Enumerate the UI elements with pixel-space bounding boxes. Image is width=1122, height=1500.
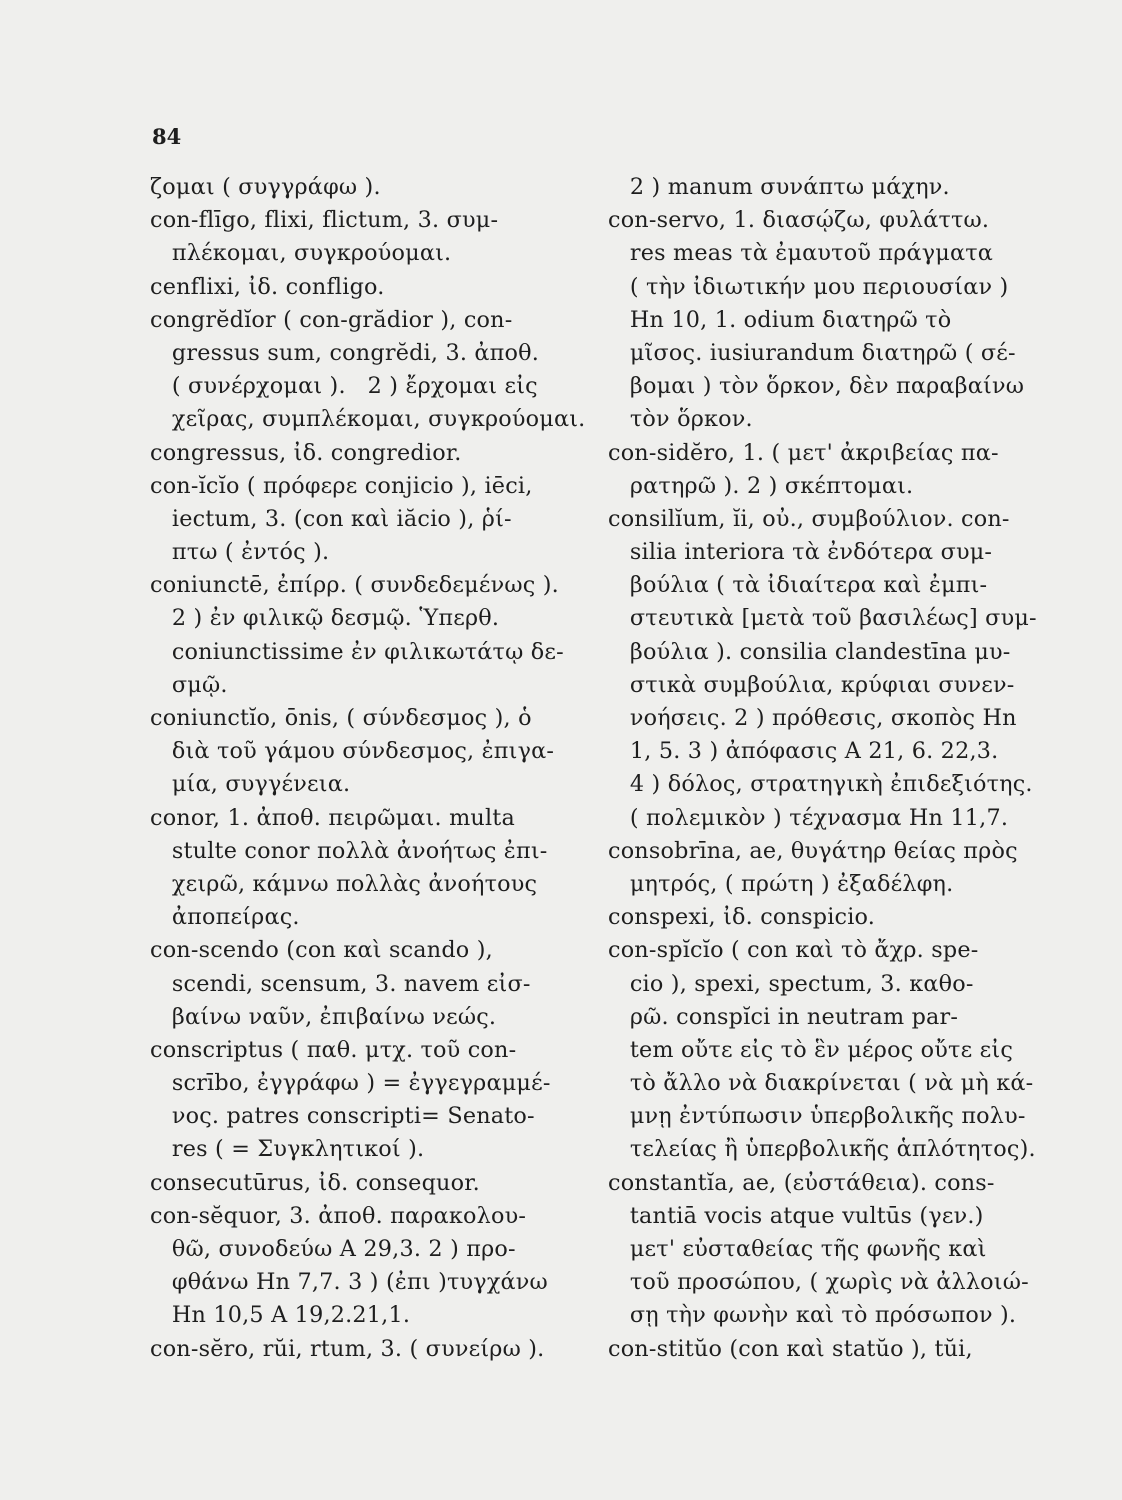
text-line: con-ĭcĭo ( πρόφερε conjicio ), iēci, [150,472,533,499]
text-line: tantiā vocis atque vultūs (γεν.) [608,1202,984,1229]
text-line: νοήσεις. 2 ) πρόθεσις, σκοπὸς Hn [608,705,1017,731]
text-line: στευτικὰ [μετὰ τοῦ βασιλέως] συμ- [608,605,1037,632]
text-line: σῃ τὴν φωνὴν καὶ τὸ πρόσωπον ). [608,1302,1017,1329]
text-line: con-flīgo, flixi, flictum, 3. συμ- [150,207,499,234]
text-line: con-sĕro, rŭi, rtum, 3. ( συνείρω ). [150,1335,545,1362]
text-line: μία, συγγένεια. [150,771,351,798]
text-line: conspexi, ἰδ. conspicio. [608,904,876,931]
text-line: 2 ) ἐν φιλικῷ δεσμῷ. Ὑπερθ. [150,605,500,632]
text-line: τὸν ὅρκον. [608,406,753,433]
text-line: con-scendo (con καὶ scando ), [150,937,493,964]
text-line: βούλια ( τὰ ἰδιαίτερα καὶ ἐμπι- [608,572,988,599]
text-line: silia interiora τὰ ἐνδότερα συμ- [608,539,993,566]
text-line: ( πολεμικὸν ) τέχνασμα Hn 11,7. [608,804,1009,831]
text-line: stulte conor πολλὰ ἀνοήτως ἐπι- [150,837,548,864]
text-line: Hn 10, 1. odium διατηρῶ τὸ [608,306,952,333]
text-line: cenflixi, ἰδ. confligo. [150,273,385,300]
text-line: congressus, ἰδ. congredior. [150,439,462,466]
text-line: ( συνέρχομαι ). 2 ) ἔρχομαι εἰς [150,373,538,400]
text-line: θῶ, συνοδεύω Α 29,3. 2 ) προ- [150,1236,516,1262]
text-line: σμῷ. [150,671,228,698]
text-line: gressus sum, congrĕdi, 3. ἀποθ. [150,339,540,366]
text-line: Ηn 10,5 Α 19,2.21,1. [150,1302,411,1329]
text-line: πτω ( ἐντός ). [150,539,330,566]
text-line: ἀποπείρας. [150,904,300,931]
text-line: conor, 1. ἀποθ. πειρῶμαι. multa [150,804,515,831]
text-line: con-sidĕro, 1. ( μετ' ἀκριβείας πα- [608,439,999,466]
text-line: con-stitŭo (con καὶ statŭo ), tŭi, [608,1335,973,1362]
text-line: χειρῶ, κάμνω πολλὰς ἀνοήτους [150,870,538,897]
text-line: 2 ) manum συνάπτω μάχην. [608,174,950,200]
text-line: conscriptus ( παθ. μτχ. τοῦ con- [150,1036,517,1063]
text-line: νος. patres conscripti= Senato- [150,1103,535,1130]
text-line: βαίνω ναῦν, ἐπιβαίνω νεώς. [150,1003,497,1030]
text-line: iectum, 3. (con καὶ iăcio ), ῥί- [150,505,512,532]
text-line: res meas τὰ ἐμαυτοῦ πράγματα [608,240,994,267]
text-line: χεῖρας, συμπλέκομαι, συγκρούομαι. [150,406,586,433]
text-line: μετ' εὐσταθείας τῆς φωνῆς καὶ [608,1236,987,1262]
text-line: μνῃ ἐντύπωσιν ὑπερβολικῆς πολυ- [608,1103,1026,1130]
text-line: scendi, scensum, 3. navem εἰσ- [150,970,531,997]
right-column [608,171,1078,1366]
text-line: consecutūrus, ἰδ. consequor. [150,1169,480,1196]
text-line: coniunctĭo, ōnis, ( σύνδεσμος ), ὁ [150,705,532,731]
text-line: consobrīna, ae, θυγάτηρ θείας πρὸς [608,837,1018,864]
text-line: con-sĕquor, 3. ἀποθ. παρακολου- [150,1202,527,1229]
text-line: coniunctē, ἐπίρρ. ( συνδεδεμένως ). [150,572,559,599]
text-line: con-servo, 1. διασῴζω, φυλάττω. [608,207,990,234]
left-column [150,171,586,1366]
text-line: τὸ ἄλλο νὰ διακρίνεται ( νὰ μὴ κά- [608,1070,1034,1097]
text-line: μῖσος. iusiurandum διατηρῶ ( σέ- [608,339,1016,366]
text-line: constantĭa, ae, (εὐστάθεια). cons- [608,1169,995,1196]
text-line: 1, 5. 3 ) ἀπόφασις Α 21, 6. 22,3. [608,738,999,765]
text-line: ζομαι ( συγγράφω ). [150,174,381,200]
text-line: scrībo, ἐγγράφω ) = ἐγγεγραμμέ- [150,1070,551,1097]
page-number: 84 [152,124,182,149]
text-line: coniunctissime ἐν φιλικωτάτῳ δε- [150,638,564,665]
text-line: ρατηρῶ ). 2 ) σκέπτομαι. [608,472,914,499]
text-line: ρῶ. conspĭci in neutram par- [608,1003,959,1030]
text-line: στικὰ συμβούλια, κρύφιαι συνεν- [608,671,1015,698]
text-line: βούλια ). consilia clandestīna μυ- [608,638,1011,665]
text-line: cio ), spexi, spectum, 3. καθο- [608,970,974,997]
text-line: μητρός, ( πρώτη ) ἐξαδέλφη. [608,870,954,897]
text-line: res ( = Συγκλητικοί ). [150,1136,425,1163]
text-line: φθάνω Ηn 7,7. 3 ) (ἐπι )τυγχάνω [150,1269,548,1296]
text-line: διὰ τοῦ γάμου σύνδεσμος, ἐπιγα- [150,738,555,765]
text-line: τοῦ προσώπου, ( χωρὶς νὰ ἀλλοιώ- [608,1269,1029,1296]
text-line: τελείας ἢ ὑπερβολικῆς ἁπλότητος). [608,1136,1036,1163]
text-line: con-spĭcĭo ( con καὶ τὸ ἄχρ. spe- [608,937,979,964]
text-line: ( τὴν ἰδιωτικήν μου περιουσίαν ) [608,273,1009,300]
text-line: πλέκομαι, συγκρούομαι. [150,240,452,267]
text-line: consilĭum, ĭi, οὐ., συμβούλιον. con- [608,505,1010,532]
text-line: congrĕdĭor ( con-grădior ), con- [150,306,513,333]
text-line: βομαι ) τὸν ὅρκον, δὲν παραβαίνω [608,373,1025,400]
text-line: 4 ) δόλος, στρατηγικὴ ἐπιδεξιότης. [608,771,1033,798]
text-line: tem οὔτε εἰς τὸ ἓν μέρος οὔτε εἰς [608,1036,1014,1063]
